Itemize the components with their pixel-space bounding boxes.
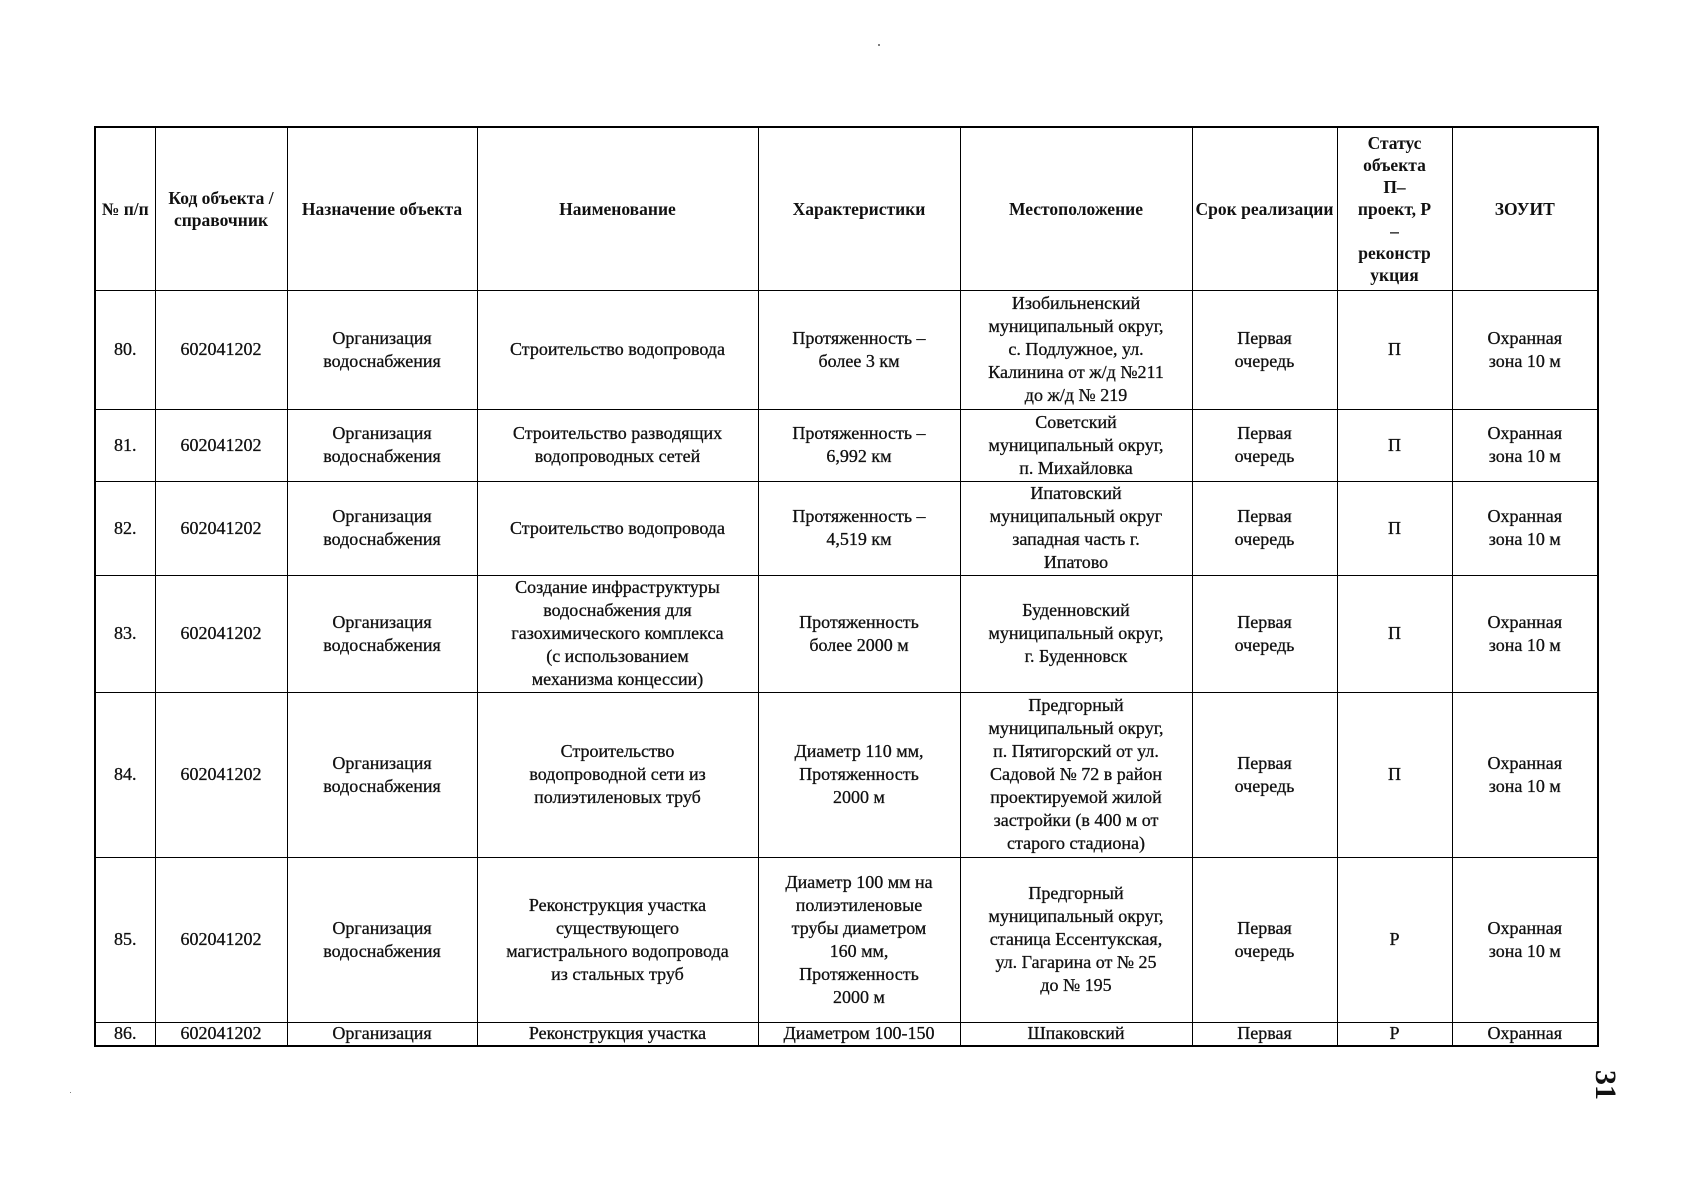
header-code: Код объекта / справочник: [155, 127, 287, 290]
cell-zouit: Охранная: [1452, 1022, 1598, 1046]
table-row: [95, 409, 1598, 481]
cell-num: 83.: [95, 575, 155, 692]
cell-num: 82.: [95, 481, 155, 575]
cell-code: 602041202: [155, 290, 287, 409]
cell-name: Строительство водопроводной сети из полиэтиленовых труб: [477, 692, 758, 857]
header-num: № п/п: [95, 127, 155, 290]
cell-status: П: [1337, 290, 1452, 409]
cell-name: Строительство разводящих водопроводных сетей: [477, 409, 758, 481]
table-header-row: [95, 127, 1598, 290]
cell-num: 86.: [95, 1022, 155, 1046]
cell-location: Советский муниципальный округ, п. Михайловка: [960, 409, 1192, 481]
cell-name: Реконструкция участка существующего магистрального водопровода из стальных труб: [477, 857, 758, 1022]
cell-term: Первая очередь: [1192, 290, 1337, 409]
cell-term: Первая очередь: [1192, 481, 1337, 575]
cell-zouit: Охранная зона 10 м: [1452, 857, 1598, 1022]
cell-location: Изобильненский муниципальный округ, с. Подлужное, ул. Калинина от ж/д №211 до ж/д № 219: [960, 290, 1192, 409]
cell-purpose: Организация водоснабжения: [287, 409, 477, 481]
cell-term: Первая очередь: [1192, 575, 1337, 692]
cell-code: 602041202: [155, 857, 287, 1022]
cell-term: Первая очередь: [1192, 857, 1337, 1022]
cell-purpose: Организация водоснабжения: [287, 692, 477, 857]
cell-status: П: [1337, 692, 1452, 857]
cell-purpose: Организация водоснабжения: [287, 857, 477, 1022]
cell-num: 85.: [95, 857, 155, 1022]
cell-num: 80.: [95, 290, 155, 409]
table-row: [95, 1022, 1598, 1046]
page-number: 31: [1589, 1070, 1622, 1100]
cell-status: П: [1337, 409, 1452, 481]
cell-location: Шпаковский: [960, 1022, 1192, 1046]
cell-location: Предгорный муниципальный округ, п. Пятигорский от ул. Садовой № 72 в район проектируемой жилой застройки (в 400 м от старого стадиона): [960, 692, 1192, 857]
cell-num: 84.: [95, 692, 155, 857]
cell-characteristics: Протяженность – более 3 км: [758, 290, 960, 409]
cell-characteristics: Протяженность – 4,519 км: [758, 481, 960, 575]
table-row: [95, 575, 1598, 692]
cell-purpose: Организация водоснабжения: [287, 290, 477, 409]
cell-location: Ипатовский муниципальный округ западная часть г. Ипатово: [960, 481, 1192, 575]
scan-speck: [878, 44, 880, 46]
cell-zouit: Охранная зона 10 м: [1452, 409, 1598, 481]
cell-code: 602041202: [155, 409, 287, 481]
header-purpose: Назначение объекта: [287, 127, 477, 290]
cell-purpose: Организация водоснабжения: [287, 575, 477, 692]
header-name: Наименование: [477, 127, 758, 290]
cell-characteristics: Протяженность – 6,992 км: [758, 409, 960, 481]
cell-characteristics: Диаметром 100-150: [758, 1022, 960, 1046]
cell-status: Р: [1337, 1022, 1452, 1046]
cell-purpose: Организация водоснабжения: [287, 481, 477, 575]
cell-num: 81.: [95, 409, 155, 481]
cell-zouit: Охранная зона 10 м: [1452, 692, 1598, 857]
scan-speck: [70, 1092, 71, 1093]
cell-location: Буденновский муниципальный округ, г. Буденновск: [960, 575, 1192, 692]
header-status: Статус объекта П– проект, Р – реконстр укция: [1337, 127, 1452, 290]
header-zouit: ЗОУИТ: [1452, 127, 1598, 290]
cell-zouit: Охранная зона 10 м: [1452, 481, 1598, 575]
cell-term: Первая очередь: [1192, 409, 1337, 481]
cell-name: Реконструкция участка: [477, 1022, 758, 1046]
table-row: [95, 290, 1598, 409]
header-characteristics: Характеристики: [758, 127, 960, 290]
table-row: [95, 692, 1598, 857]
cell-zouit: Охранная зона 10 м: [1452, 290, 1598, 409]
cell-zouit: Охранная зона 10 м: [1452, 575, 1598, 692]
objects-table: [94, 126, 1599, 1047]
cell-name: Строительство водопровода: [477, 481, 758, 575]
cell-code: 602041202: [155, 481, 287, 575]
header-location: Местоположение: [960, 127, 1192, 290]
header-term: Срок реализации: [1192, 127, 1337, 290]
cell-name: Строительство водопровода: [477, 290, 758, 409]
cell-name: Создание инфраструктуры водоснабжения для газохимического комплекса (с использованием механизма концессии): [477, 575, 758, 692]
cell-term: Первая: [1192, 1022, 1337, 1046]
cell-characteristics: Диаметр 110 мм, Протяженность 2000 м: [758, 692, 960, 857]
cell-code: 602041202: [155, 575, 287, 692]
cell-code: 602041202: [155, 1022, 287, 1046]
table-row: [95, 481, 1598, 575]
cell-characteristics: Протяженность более 2000 м: [758, 575, 960, 692]
cell-characteristics: Диаметр 100 мм на полиэтиленовые трубы диаметром 160 мм, Протяженность 2000 м: [758, 857, 960, 1022]
table-body: [95, 290, 1598, 1046]
cell-status: П: [1337, 481, 1452, 575]
cell-status: Р: [1337, 857, 1452, 1022]
cell-status: П: [1337, 575, 1452, 692]
cell-code: 602041202: [155, 692, 287, 857]
table-row: [95, 857, 1598, 1022]
cell-term: Первая очередь: [1192, 692, 1337, 857]
cell-location: Предгорный муниципальный округ, станица Ессентукская, ул. Гагарина от № 25 до № 195: [960, 857, 1192, 1022]
cell-purpose: Организация: [287, 1022, 477, 1046]
